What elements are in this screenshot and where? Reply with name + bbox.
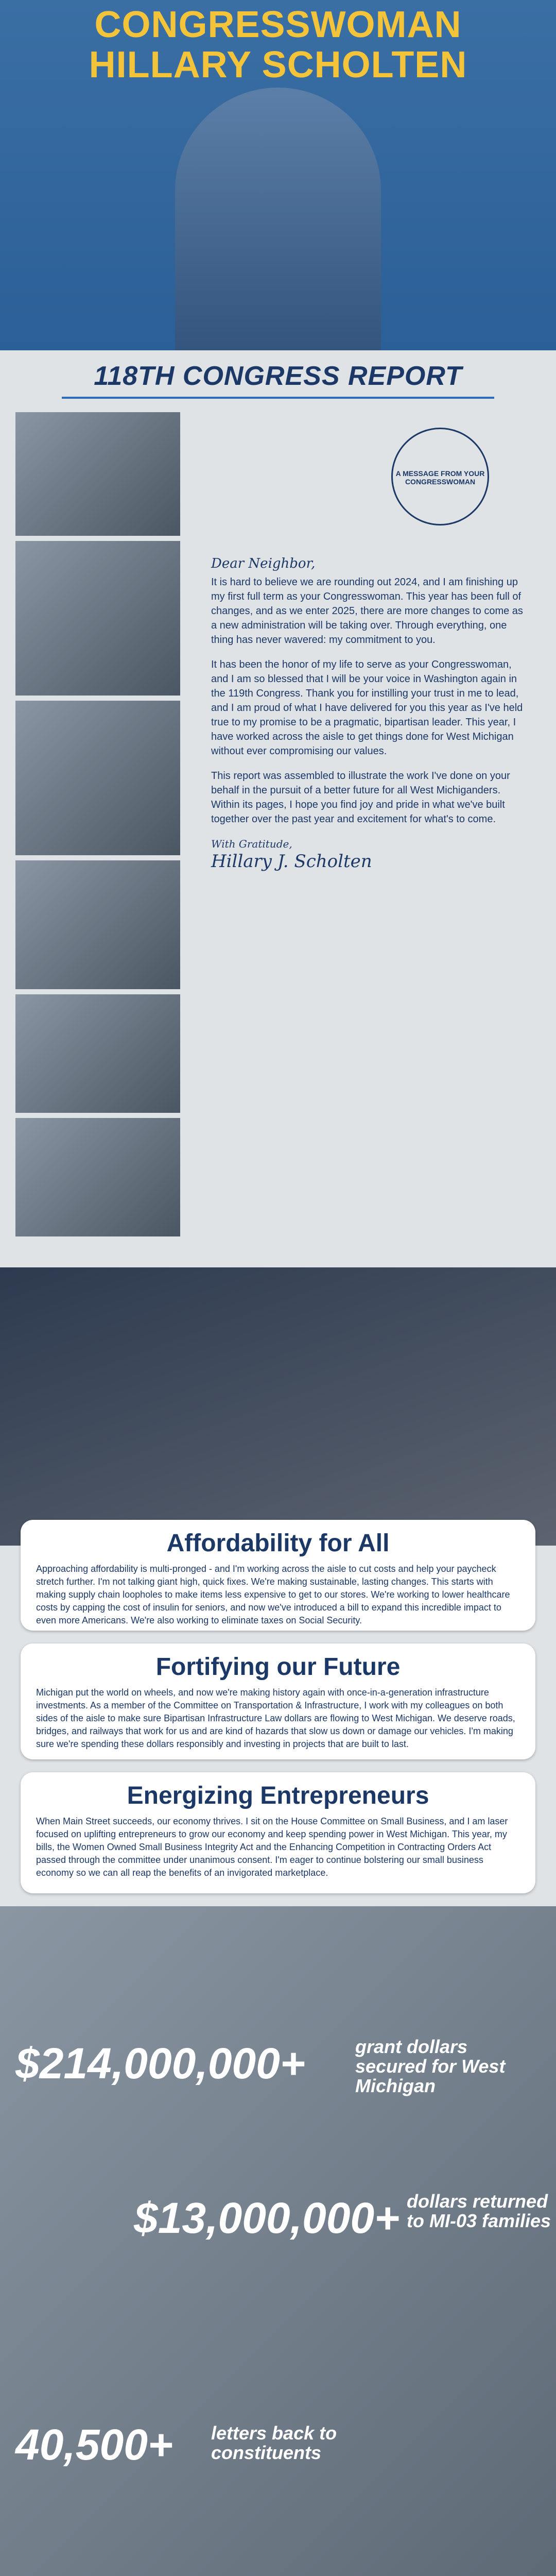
letter-paragraph: It is hard to believe we are rounding out 2024, and I am finishing up my first full term as your Congresswoman. This year has been full of changes, and as we enter 2025, there are more changes to come as a new administration will be taking over. Through everything, one thing has never wavered: my commitment to you. [211, 577, 523, 646]
hero-banner [0, 0, 556, 350]
card-title: Energizing Entrepreneurs [127, 1782, 429, 1809]
card-body: When Main Street succeeds, our economy thrives. I sit on the House Committee on Small Business, and I am laser focused on uplifting entrepreneurs to grow our economy and keep spending power in West Michigan. This year, my bills, the Women Owned Small Business Integrity Act and the Enhancing Competition in Contracting Orders Act passed through the committee under unanimous consent. I'm eager to continue bolstering our small business economy so we can all reap the benefits of an invigorated marketplace. [36, 1816, 508, 1878]
affordability-card [21, 1520, 535, 1631]
future-card [21, 1643, 535, 1759]
card-title: Affordability for All [166, 1530, 390, 1557]
title-underline [62, 397, 494, 399]
photo-event [15, 994, 180, 1113]
card-body: Michigan put the world on wheels, and now we're making history again with once-in-a-generation infrastructure investments. As a member of the Committee on Transportation & Infrastructure, I work with my colleagues on both sides of the aisle to make sure Bipartisan Infrastructure Law dollars are flowing to West Michigan. We deserve roads, bridges, and railways that work for us and are kind of hazards that slow us down or damage our vehicles. I'm making sure we're spending these dollars responsibly and investing in projects that are built to last. [36, 1687, 515, 1749]
letter-closing: With Gratitude, [211, 838, 292, 850]
photo-interview [15, 1118, 180, 1236]
letter-photo-column [15, 412, 180, 1242]
photo-meeting [15, 860, 180, 989]
entrepreneurs-card [21, 1772, 535, 1893]
card-title: Fortifying our Future [155, 1653, 401, 1681]
letter-paragraph: It has been the honor of my life to serve as your Congresswoman, and I am so blessed that I will be your voice in Washington again in the 119th Congress. Thank you for instilling your trust in me to lead, and I am proud of what I have delivered for you this year as I've held true to my promise to be a pragmatic, bipartisan leader. This year, I have worked across the aisle to get things done for West Michigan without ever compromising our values. [211, 659, 523, 757]
signature: Hillary J. Scholten [211, 851, 372, 872]
stat-letters: 40,500+ letters back to constituents [15, 2420, 337, 2469]
letter-greeting: Dear Neighbor, [211, 556, 316, 571]
photo-hardhat-visit [15, 412, 180, 536]
card-body: Approaching affordability is multi-pronged - and I'm working across the aisle to cut costs and help your paycheck stretch further. I'm not talking giant high, quick fixes. We're making sustainable, lasting changes. This starts with making supply chain loopholes to make items less expensive to get to our stores. We're working to lower healthcare costs by capping the cost of insulin for seniors, and now we've introduced a bill to expand this incredible impact to even more Americans. We're also working to eliminate taxes on Social Security. [36, 1564, 510, 1625]
stat-grant-dollars: $214,000,000+ grant dollars secured for West Michigan [15, 2036, 506, 2096]
message-seal: A MESSAGE FROM YOUR CONGRESSWOMAN [391, 428, 489, 526]
stat-dollars-returned: $13,000,000+ dollars returned to MI-03 families [134, 2191, 551, 2242]
hero-portrait-photo [175, 88, 381, 350]
photo-speaking [15, 701, 180, 855]
letter-to-neighbors [211, 556, 530, 872]
hero-title-line2: HILLARY SCHOLTEN [89, 44, 467, 86]
hero-title-line1: CONGRESSWOMAN [94, 4, 462, 45]
report-title: 118TH CONGRESS REPORT [94, 361, 462, 391]
letter-paragraph: This report was assembled to illustrate the work I've done on your behalf in the pursuit of a better future for all West Michiganders. Within its pages, I hope you find joy and pride in what we've built together over the past year and excitement for what's to come. [211, 770, 510, 825]
photo-podium [15, 541, 180, 696]
hearing-photo [0, 1267, 556, 1546]
